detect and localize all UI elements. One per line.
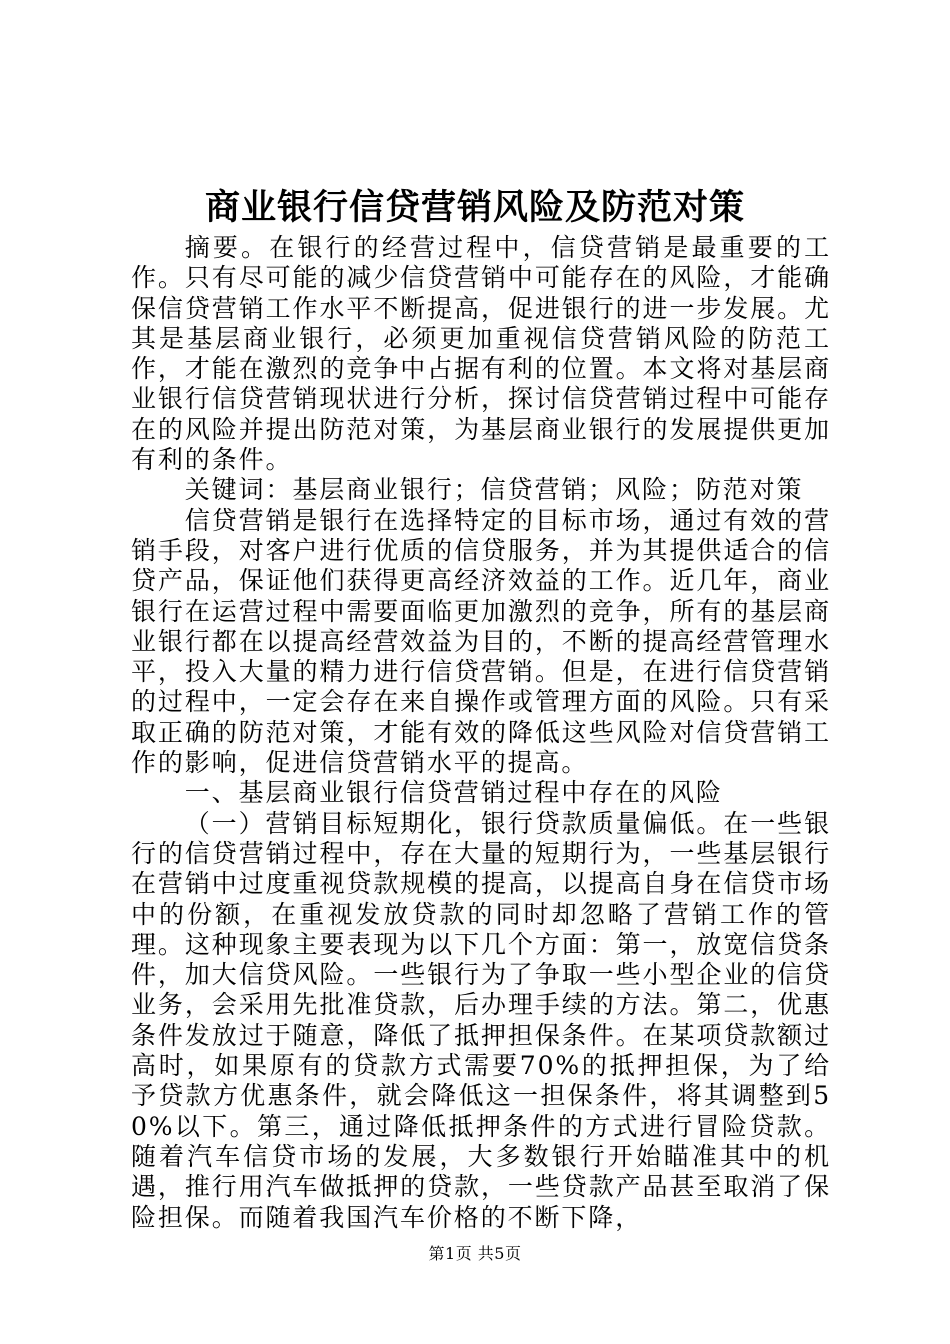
intro-paragraph: 信贷营销是银行在选择特定的目标市场，通过有效的营销手段，对客户进行优质的信贷服务，并为其提供适合的信贷产品，保证他们获得更高经济效益的工作。近几年，商业银行在运营过程中需要面临更加激烈的竞争，所有的基层商业银行都在以提高经营效益为目的，不断的提高经营管理水平，投入大量的精力进行信贷营销。但是，在进行信贷营销的过程中，一定会存在来自操作或管理方面的风险。只有采取正确的防范对策，才能有效的降低这些风险对信贷营销工作的影响，促进信贷营销水平的提高。 <box>131 505 831 778</box>
document-body <box>131 233 831 1233</box>
abstract-paragraph: 摘要。在银行的经营过程中，信贷营销是最重要的工作。只有尽可能的减少信贷营销中可能存在的风险，才能确保信贷营销工作水平不断提高，促进银行的进一步发展。尤其是基层商业银行，必须更加重视信贷营销风险的防范工作，才能在激烈的竞争中占据有利的位置。本文将对基层商业银行信贷营销现状进行分析，探讨信贷营销过程中可能存在的风险并提出防范对策，为基层商业银行的发展提供更加有利的条件。 <box>131 233 831 475</box>
document-title: 商业银行信贷营销风险及防范对策 <box>204 187 745 228</box>
section-paragraph: （一）营销目标短期化，银行贷款质量偏低。在一些银行的信贷营销过程中，存在大量的短期行为，一些基层银行在营销中过度重视贷款规模的提高，以提高自身在信贷市场中的份额，在重视发放贷款的同时却忽略了营销工作的管理。这种现象主要表现为以下几个方面：第一，放宽信贷条件，加大信贷风险。一些银行为了争取一些小型企业的信贷业务，会采用先批准贷款，后办理手续的方法。第二，优惠条件发放过于随意，降低了抵押担保条件。在某项贷款额过高时，如果原有的贷款方式需要70%的抵押担保，为了给予贷款方优惠条件，就会降低这一担保条件，将其调整到50%以下。第三，通过降低抵押条件的方式进行冒险贷款。随着汽车信贷市场的发展，大多数银行开始瞄准其中的机遇，推行用汽车做抵押的贷款，一些贷款产品甚至取消了保险担保。而随着我国汽车价格的不断下降， <box>131 808 831 1232</box>
section-heading: 一、基层商业银行信贷营销过程中存在的风险 <box>184 778 723 808</box>
keywords-paragraph: 关键词：基层商业银行；信贷营销；风险；防范对策 <box>184 475 804 505</box>
page-number: 第1页 共5页 <box>428 1244 522 1263</box>
